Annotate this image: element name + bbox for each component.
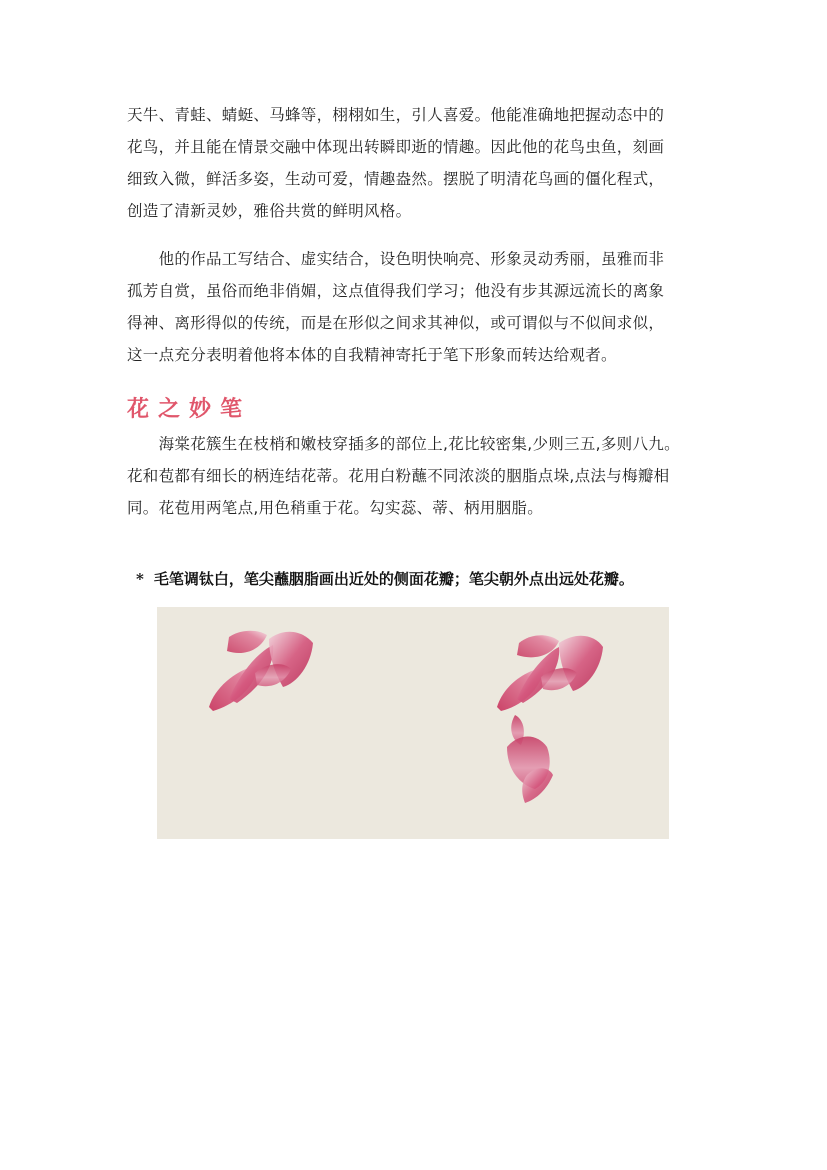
- paragraph-line: 孤芳自赏，虽俗而绝非俏媚，这点值得我们学习；他没有步其源远流长的离象: [127, 282, 665, 300]
- paragraph-2: [127, 243, 707, 371]
- section-heading: 花之妙笔: [127, 397, 252, 422]
- petal-group-left: [209, 631, 313, 711]
- paragraph-line: 海棠花簇生在枝梢和嫩枝穿插多的部位上,花比较密集,少则三五,多则八九。: [127, 435, 680, 453]
- paragraph-line: 细致入微，鲜活多姿，生动可爱，情趣盎然。摆脱了明清花鸟画的僵化程式，: [127, 170, 665, 188]
- paragraph-line: 他的作品工写结合、虚实结合，设色明快响亮、形象灵动秀丽，虽雅而非: [127, 250, 665, 268]
- figure-caption: [136, 568, 634, 589]
- paragraph-line: 创造了清新灵妙，雅俗共赏的鲜明风格。: [127, 202, 412, 220]
- paragraph-line: 这一点充分表明着他将本体的自我精神寄托于笔下形象而转达给观者。: [127, 346, 617, 364]
- petal-group-right: [497, 635, 603, 803]
- petal-painting-image: [157, 607, 669, 839]
- paragraph-line: 花和苞都有细长的柄连结花蒂。花用白粉蘸不同浓淡的胭脂点垛,点法与梅瓣相: [127, 467, 670, 485]
- caption-marker: *: [136, 570, 144, 588]
- paragraph-1: [127, 99, 707, 227]
- petal-illustration: [157, 607, 669, 839]
- caption-text: 毛笔调钛白，笔尖蘸胭脂画出近处的侧面花瓣；笔尖朝外点出远处花瓣。: [153, 570, 634, 588]
- paragraph-3: [127, 428, 707, 524]
- paragraph-line: 同。花苞用两笔点,用色稍重于花。勾实蕊、蒂、柄用胭脂。: [127, 499, 544, 517]
- paragraph-line: 花鸟，并且能在情景交融中体现出转瞬即逝的情趣。因此他的花鸟虫鱼，刻画: [127, 138, 665, 156]
- paragraph-line: 得神、离形得似的传统，而是在形似之间求其神似，或可谓似与不似间求似，: [127, 314, 665, 332]
- paragraph-line: 天牛、青蛙、蜻蜓、马蜂等，栩栩如生，引人喜爱。他能准确地把握动态中的: [127, 106, 665, 124]
